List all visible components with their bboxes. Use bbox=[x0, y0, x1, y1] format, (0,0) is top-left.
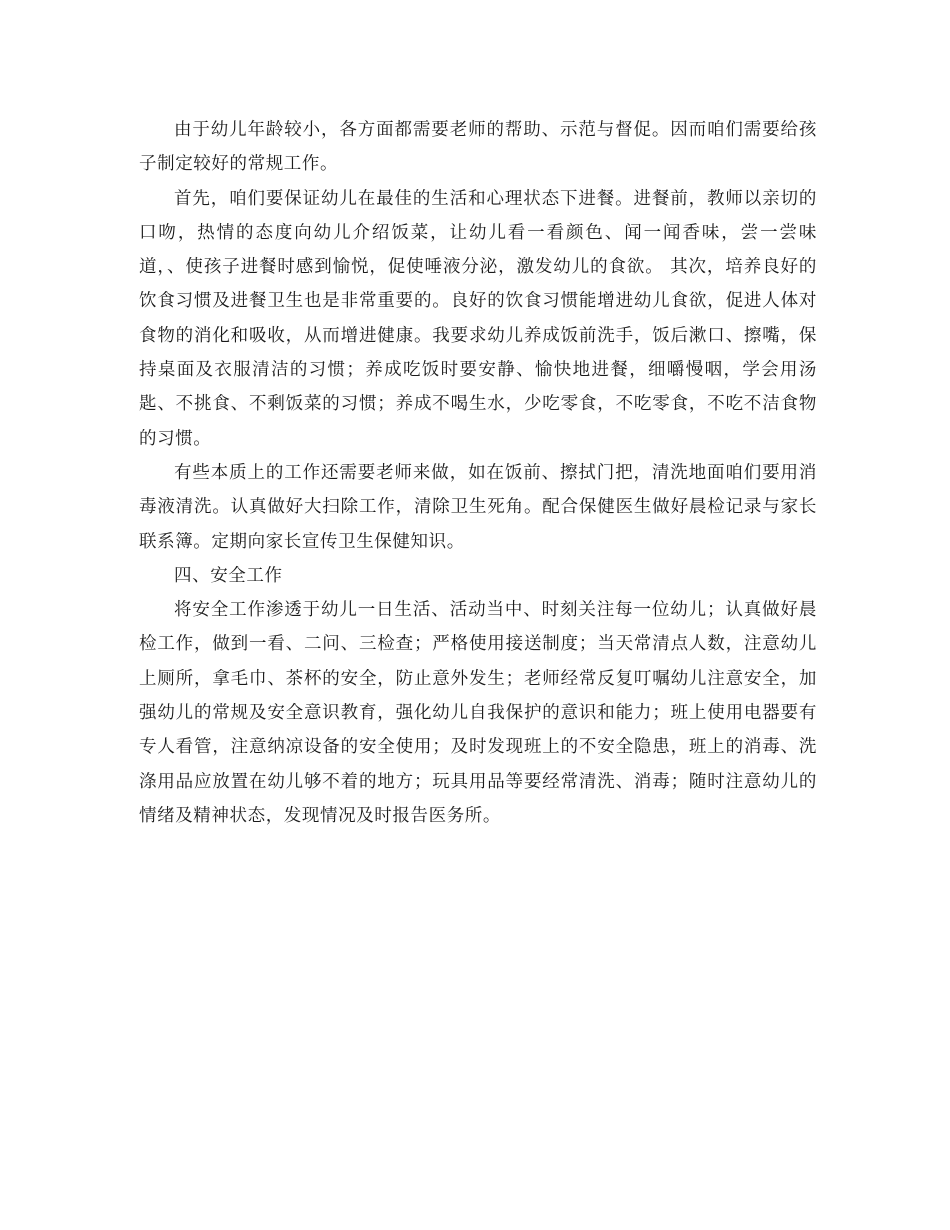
paragraph-meal-habits: 首先，咱们要保证幼儿在最佳的生活和心理状态下进餐。进餐前，教师以亲切的口吻，热情的态度向幼儿介绍饭菜，让幼儿看一看颜色、闻一闻香味，尝一尝味道，、使孩子进餐时感到愉悦，促使唾液分泌，激发幼儿的食欲。 其次，培养良好的饮食习惯及进餐卫生也是非常重要的。良好的饮食习惯能增进幼儿食欲，促进人体对食物的消化和吸收，从而增进健康。我要求幼儿养成饭前洗手，饭后漱口、擦嘴，保持桌面及衣服清洁的习惯；养成吃饭时要安静、愉快地进餐，细嚼慢咽，学会用汤匙、不挑食、不剩饭菜的习惯；养成不喝生水，少吃零食，不吃零食，不吃不洁食物的习惯。 bbox=[139, 188, 817, 449]
paragraph-safety-work: 将安全工作渗透于幼儿一日生活、活动当中、时刻关注每一位幼儿；认真做好晨检工作，做到一看、二问、三检查；严格使用接送制度；当天常清点人数，注意幼儿上厕所，拿毛巾、茶杯的安全，防止意外发生；老师经常反复叮嘱幼儿注意安全，加强幼儿的常规及安全意识教育，强化幼儿自我保护的意识和能力；班上使用电器要有专人看管，注意纳凉设备的安全使用；及时发现班上的不安全隐患，班上的消毒、洗涤用品应放置在幼儿够不着的地方；玩具用品等要经常清洗、消毒；随时注意幼儿的情绪及精神状态，发现情况及时报告医务所。 bbox=[139, 600, 817, 826]
paragraph-meal-routine-intro: 由于幼儿年龄较小，各方面都需要老师的帮助、示范与督促。因而咱们需要给孩子制定较好的常规工作。 bbox=[139, 120, 817, 175]
paragraph-hygiene-work: 有些本质上的工作还需要老师来做，如在饭前、擦拭门把，清洗地面咱们要用消毒液清洗。认真做好大扫除工作，清除卫生死角。配合保健医生做好晨检记录与家长联系簿。定期向家长宣传卫生保健知识。 bbox=[139, 462, 817, 552]
document-body bbox=[139, 113, 817, 833]
section-heading-safety: 四、安全工作 bbox=[174, 565, 283, 586]
